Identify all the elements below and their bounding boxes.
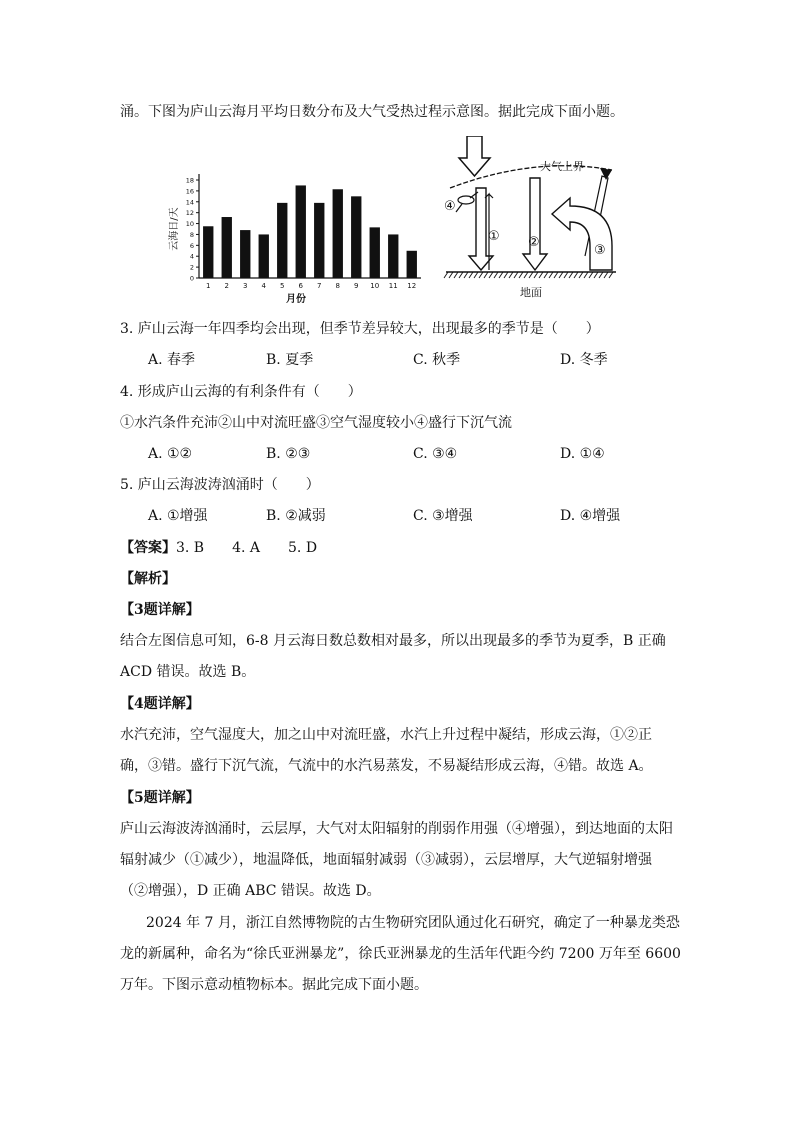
answer-label: 【答案】 (120, 540, 176, 556)
detail-5-line-2: 辐射减少（①减少），地温降低，地面辐射减弱（③减弱），云层增厚，大气逆辐射增强 (120, 852, 652, 868)
ground-hatch (509, 272, 513, 278)
arrow-3 (552, 198, 612, 270)
y-tick-label: 2 (189, 263, 194, 272)
ground-hatch (569, 272, 573, 278)
ground-hatch (589, 272, 593, 278)
passage-line-1: 2024 年 7 月，浙江自然博物院的古生物研究团队通过化石研究，确定了一种暴龙类恐 (146, 915, 680, 931)
ground-hatch (559, 272, 563, 278)
ground-hatch (469, 272, 473, 278)
q3-option-d[interactable]: D. 冬季 (560, 352, 608, 368)
question-3-stem: 3. 庐山云海一年四季均会出现，但季节差异较大，出现最多的季节是（ ） (120, 321, 600, 337)
solar-radiation-arrow (459, 136, 490, 176)
detail-5-line-1: 庐山云海波涛汹涌时，云层厚，大气对太阳辐射的削弱作用强（④增强），到达地面的太阳 (120, 821, 673, 837)
x-tick-label: 5 (280, 282, 285, 290)
ground-hatch (464, 272, 468, 278)
bar-month-10 (370, 227, 380, 278)
cloud-sea-bar-chart (165, 168, 430, 303)
q3-option-b[interactable]: B. 夏季 (266, 352, 314, 368)
detail-3-line-1: 结合左图信息可知，6-8 月云海日数总数相对最多，所以出现最多的季节为夏季，B 正确 (120, 633, 666, 649)
answer-line (120, 538, 317, 558)
bar-month-3 (240, 230, 250, 278)
y-tick-label: 10 (185, 220, 194, 229)
ground-hatch (514, 272, 518, 278)
bar-month-12 (407, 251, 417, 278)
ground-hatch (549, 272, 553, 278)
analysis-heading: 【解析】 (120, 571, 176, 587)
detail-4-line-1: 水汽充沛，空气湿度大，加之山中对流旺盛，水汽上升过程中凝结，形成云海，①②正 (120, 727, 652, 743)
ground-hatch (604, 272, 608, 278)
ground-hatch (584, 272, 588, 278)
passage-line-3: 万年。下图示意动植物标本。据此完成下面小题。 (120, 977, 428, 993)
x-tick-label: 12 (407, 282, 417, 290)
marker-3: ③ (594, 243, 606, 258)
detail-4-line-2: 确，③错。盛行下沉气流，气流中的水汽易蒸发，不易凝结形成云海，④错。故选 A。 (120, 758, 653, 774)
ground-hatch (484, 272, 488, 278)
y-tick-label: 18 (185, 176, 194, 185)
detail-5-line-3: （②增强），D 正确 ABC 错误。故选 D。 (120, 883, 381, 899)
ground-hatch (534, 272, 538, 278)
ground-hatch (529, 272, 533, 278)
ground-hatch (459, 272, 463, 278)
bar-month-11 (388, 234, 398, 278)
ground-hatch (449, 272, 453, 278)
x-tick-label: 8 (335, 282, 340, 290)
marker-2: ② (528, 235, 540, 250)
ground-hatch (539, 272, 543, 278)
x-axis-label: 月份 (286, 294, 306, 303)
atmospheric-heating-diagram (440, 136, 620, 301)
ground-hatch (594, 272, 598, 278)
q5-option-c[interactable]: C. ③增强 (413, 508, 473, 524)
y-axis-label: 云海日/天 (169, 207, 180, 251)
ground-hatch (504, 272, 508, 278)
x-tick-label: 10 (370, 282, 380, 290)
y-tick-label: 0 (189, 274, 194, 283)
ground-hatch (599, 272, 603, 278)
ground-hatch (479, 272, 483, 278)
ground-hatch (474, 272, 478, 278)
question-5-stem: 5. 庐山云海波涛汹涌时（ ） (120, 477, 320, 493)
y-tick-label: 16 (185, 187, 194, 196)
x-tick-label: 11 (388, 282, 398, 290)
detail-5-heading: 【5题详解】 (120, 790, 200, 806)
y-tick-label: 6 (189, 241, 194, 250)
y-tick-label: 12 (185, 209, 194, 218)
detail-3-line-2: ACD 错误。故选 B。 (120, 664, 256, 680)
ground-hatch (579, 272, 583, 278)
ground-hatch (574, 272, 578, 278)
x-tick-label: 6 (298, 282, 303, 290)
q5-option-d[interactable]: D. ④增强 (560, 508, 621, 524)
bar-month-4 (259, 234, 269, 278)
q3-option-a[interactable]: A. 春季 (148, 352, 196, 368)
ground-hatch (544, 272, 548, 278)
x-tick-label: 4 (261, 282, 266, 290)
ground-hatch (524, 272, 528, 278)
ground-hatch (444, 272, 448, 278)
q4-option-a[interactable]: A. ①② (148, 446, 193, 462)
bar-month-1 (203, 226, 213, 278)
x-tick-label: 7 (317, 282, 322, 290)
y-tick-label: 4 (189, 252, 194, 261)
ground-hatch (564, 272, 568, 278)
bar-month-6 (296, 185, 306, 278)
question-4-stem: 4. 形成庐山云海的有利条件有（ ） (120, 384, 362, 400)
bar-month-7 (314, 203, 324, 278)
y-tick-label: 14 (185, 198, 194, 207)
q4-option-b[interactable]: B. ②③ (266, 446, 311, 462)
ground-label: 地面 (520, 286, 542, 299)
x-tick-label: 1 (206, 282, 211, 290)
bar-month-8 (333, 189, 343, 278)
marker-1: ① (488, 229, 500, 244)
bar-month-5 (277, 203, 287, 278)
question-4-conditions: ①水汽条件充沛②山中对流旺盛③空气湿度较小④盛行下沉气流 (120, 415, 512, 431)
bar-month-2 (222, 217, 232, 278)
answer-text: 3. B 4. A 5. D (176, 540, 318, 556)
passage-line-2: 龙的新属种，命名为“徐氏亚洲暴龙”，徐氏亚洲暴龙的生活年代距今约 7200 万年至 6600 (120, 946, 681, 962)
marker-4: ④ (444, 199, 456, 214)
bar-month-9 (351, 196, 361, 278)
x-tick-label: 9 (354, 282, 359, 290)
q5-option-a[interactable]: A. ①增强 (148, 508, 208, 524)
ground-hatch (554, 272, 558, 278)
x-tick-label: 3 (243, 282, 248, 290)
x-tick-label: 2 (224, 282, 229, 290)
detail-4-heading: 【4题详解】 (120, 696, 200, 712)
ground-hatch (454, 272, 458, 278)
ground-hatch (494, 272, 498, 278)
atmosphere-top-label: 大气上界 (540, 160, 584, 173)
y-tick-label: 8 (189, 230, 194, 239)
ground-hatch (519, 272, 523, 278)
q4-option-c[interactable]: C. ③④ (413, 446, 458, 462)
q4-option-d[interactable]: D. ①④ (560, 446, 605, 462)
ground-hatch (499, 272, 503, 278)
detail-3-heading: 【3题详解】 (120, 602, 200, 618)
intro-text: 涌。下图为庐山云海月平均日数分布及大气受热过程示意图。据此完成下面小题。 (120, 104, 624, 120)
ground-hatch (489, 272, 493, 278)
ground-hatch (609, 272, 613, 278)
arrow-2 (523, 178, 547, 270)
q3-option-c[interactable]: C. 秋季 (413, 352, 461, 368)
q5-option-b[interactable]: B. ②减弱 (266, 508, 326, 524)
